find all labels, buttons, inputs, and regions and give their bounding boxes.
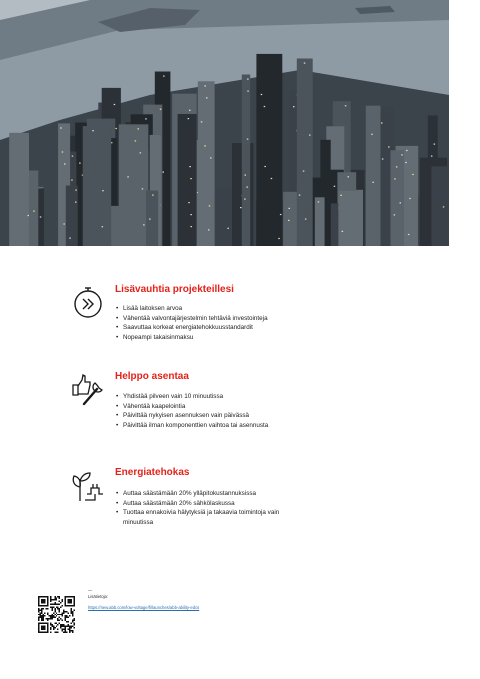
hero-city-photo bbox=[0, 0, 449, 246]
list-item: • Vähentää valvontajärjestelmin tehtäviä investointeja bbox=[115, 314, 335, 324]
stopwatch-fast-forward-icon bbox=[70, 284, 106, 320]
section-title: Energiatehokas bbox=[115, 467, 190, 478]
footer-text bbox=[88, 588, 208, 611]
list-item: • Saavuttaa korkeat energiatehokkuusstandardit bbox=[115, 323, 335, 333]
list-item: • Lisää laitoksen arvoa bbox=[115, 304, 335, 314]
qr-code bbox=[38, 596, 75, 633]
bullet-list bbox=[115, 392, 335, 430]
list-item: • Päivittää nykyisen asennuksen vain päivässä bbox=[115, 411, 335, 421]
list-item: • Auttaa säästämään 20% ylläpitokustannuksissa bbox=[115, 489, 300, 499]
section-title: Helppo asentaa bbox=[115, 371, 189, 382]
list-item: • Päivittää ilman komponenttien vaihtoa tai asennusta bbox=[115, 421, 335, 431]
list-item: • Nopeampi takaisinmaksu bbox=[115, 333, 335, 343]
bullet-list bbox=[115, 489, 300, 527]
list-item: • Vähentää kaapelointia bbox=[115, 402, 335, 412]
list-item: • Tuottaa ennakoivia hälytyksiä ja takaavia toimintoja vain minuutissa bbox=[115, 508, 300, 527]
bullet-list bbox=[115, 304, 335, 342]
list-item: • Auttaa säästämään 20% sähkölaskussa bbox=[115, 499, 300, 509]
more-info-link[interactable]: https://new.abb.com/low-voltage/fi/launches/abb-ability-edcs bbox=[88, 605, 200, 610]
list-item: • Yhdistää pilveen vain 10 minuutissa bbox=[115, 392, 335, 402]
footer-label: Lisätietoja: bbox=[88, 593, 109, 599]
thumbs-up-wrench-icon bbox=[70, 371, 106, 407]
footer-dash: — bbox=[88, 588, 93, 593]
plant-plug-icon bbox=[70, 467, 106, 503]
section-title: Lisävauhtia projekteillesi bbox=[115, 284, 234, 295]
